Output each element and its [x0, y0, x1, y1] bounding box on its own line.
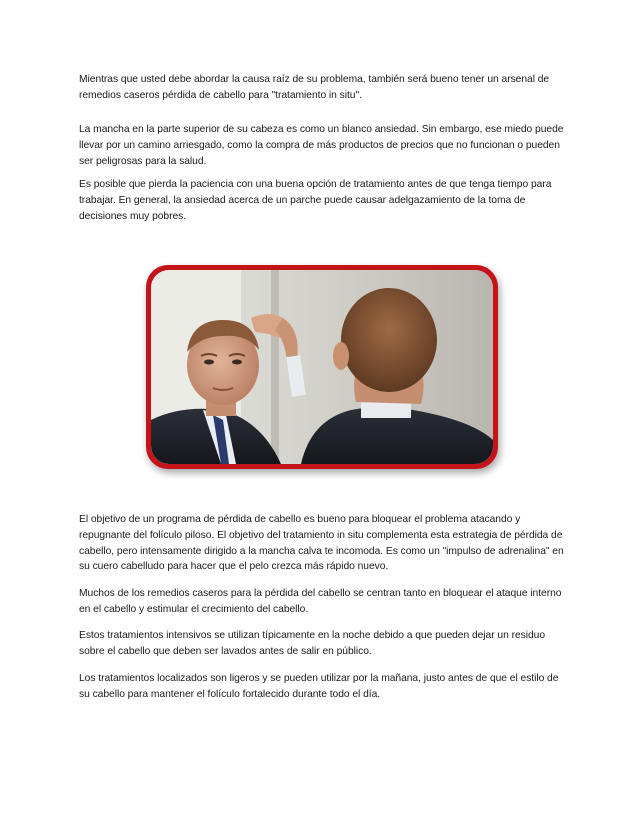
- illustration-frame: [146, 265, 498, 469]
- paragraph-2: La mancha en la parte superior de su cabeza es como un blanco ansiedad. Sin embargo, ese miedo puede llevar por un camino arriesgado, como la compra de más productos de precios que no funcionan o pueden ser peligrosas para la salud.: [79, 124, 564, 167]
- paragraph-7: Los tratamientos localizados son ligeros y se pueden utilizar por la mañana, justo antes de que el estilo de su cabello para mantener el folículo fortalecido durante todo el día.: [79, 673, 559, 700]
- man-in-mirror-photo: [151, 270, 493, 464]
- paragraph-4: El objetivo de un programa de pérdida de cabello es bueno para bloquear el problema atacando y repugnante del folículo piloso. El objetivo del tratamiento in situ complementa esta estrategia de pérdida de cabello, pero intensamente dirigido a la mancha calva te incomoda. Es como un "impulso de adrenalina" en su cuero cabelludo para hacer que el pelo crezca más rápido nuevo.: [79, 514, 564, 573]
- paragraph-6: Estos tratamientos intensivos se utilizan típicamente en la noche debido a que pueden dejar un residuo sobre el cabello que deben ser lavados antes de salir en público.: [79, 630, 545, 657]
- paragraph-3: Es posible que pierda la paciencia con una buena opción de tratamiento antes de que tenga tiempo para trabajar. En general, la ansiedad acerca de un parche puede causar adelgazamiento de la toma de decisiones muy pobres.: [79, 179, 552, 222]
- paragraph-5: Muchos de los remedios caseros para la pérdida del cabello se centran tanto en bloquear el ataque interno en el cabello y estimular el crecimiento del cabello.: [79, 588, 562, 615]
- paragraph-1: Mientras que usted debe abordar la causa raíz de su problema, también será bueno tener un arsenal de remedios caseros pérdida de cabello para "tratamiento in situ".: [79, 74, 550, 101]
